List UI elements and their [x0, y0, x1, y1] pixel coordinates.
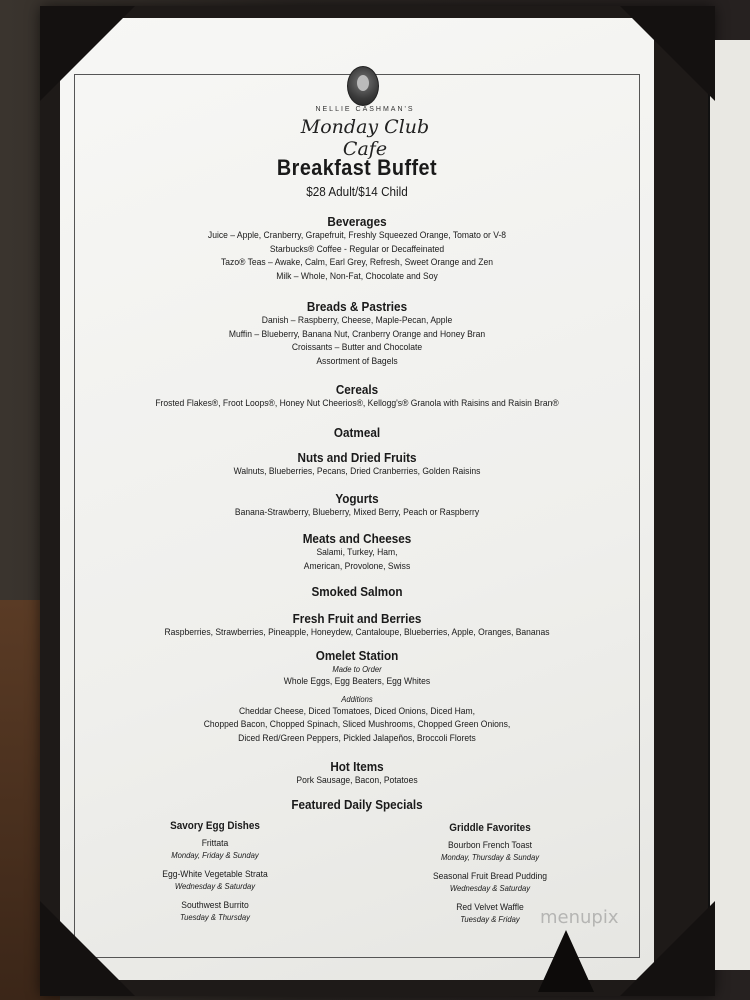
menu-section: [60, 611, 654, 640]
section-heading: Smoked Salmon: [311, 584, 403, 599]
omelet-section: [60, 648, 654, 745]
binder-corner: [40, 6, 135, 101]
section-line: Croissants – Butter and Chocolate: [291, 342, 423, 353]
section-line: Walnuts, Blueberries, Pecans, Dried Cranberries, Golden Raisins: [233, 466, 481, 477]
special-days: Tuesday & Thursday: [179, 912, 251, 922]
section-line: Danish – Raspberry, Cheese, Maple-Pecan, Apple: [261, 315, 453, 326]
section-line: Frosted Flakes®, Froot Loops®, Honey Nut Cheerios®, Kellogg's® Granola with Raisins and Raisin Bran®: [155, 398, 559, 409]
menu-section: [60, 531, 654, 573]
section-heading: Yogurts: [335, 491, 379, 506]
specials-section: [60, 797, 654, 812]
additions-line: Chopped Bacon, Chopped Spinach, Sliced Mushrooms, Chopped Green Onions,: [203, 719, 511, 730]
section-line: Raspberries, Strawberries, Pineapple, Honeydew, Cantaloupe, Blueberries, Apple, Oranges, Bananas: [164, 627, 550, 638]
section-line: Assortment of Bagels: [316, 355, 398, 367]
section-heading: Oatmeal: [333, 425, 381, 440]
special-name: Egg-White Vegetable Strata: [162, 869, 268, 880]
section-line: Juice – Apple, Cranberry, Grapefruit, Freshly Squeezed Orange, Tomato or V-8: [207, 230, 507, 241]
logo-script: Monday Club Cafe: [300, 116, 430, 160]
logo-subline: NELLIE CASHMAN'S: [315, 106, 415, 113]
menu-section: [60, 584, 654, 599]
section-heading: Cereals: [335, 382, 379, 397]
special-name: Bourbon French Toast: [448, 840, 532, 851]
additions-line: Diced Red/Green Peppers, Pickled Jalapeños, Broccoli Florets: [238, 732, 476, 744]
section-line: Pork Sausage, Bacon, Potatoes: [296, 775, 418, 786]
special-days: Monday, Thursday & Sunday: [440, 852, 540, 862]
special-days: Tuesday & Friday: [460, 914, 520, 924]
section-line: Banana-Strawberry, Blueberry, Mixed Berry, Peach or Raspberry: [234, 507, 480, 518]
column-heading: Savory Egg Dishes: [170, 820, 260, 832]
special-days: Monday, Friday & Sunday: [171, 850, 259, 860]
additions-line: Cheddar Cheese, Diced Tomatoes, Diced Onions, Diced Ham,: [238, 705, 476, 717]
menu-stand: [538, 930, 594, 992]
portrait-icon: [347, 66, 379, 106]
section-heading: Fresh Fruit and Berries: [292, 611, 422, 626]
section-heading: Omelet Station: [315, 648, 399, 663]
menu-section: [60, 491, 654, 520]
special-name: Seasonal Fruit Bread Pudding: [432, 871, 548, 882]
section-heading: Hot Items: [330, 759, 384, 774]
section-line: Tazo® Teas – Awake, Calm, Earl Grey, Refresh, Sweet Orange and Zen: [221, 257, 493, 268]
section-heading: Breads & Pastries: [306, 299, 408, 314]
section-line: Starbucks® Coffee - Regular or Decaffeinated: [269, 243, 445, 255]
section-heading: Nuts and Dried Fruits: [297, 450, 417, 465]
special-days: Wednesday & Saturday: [174, 881, 256, 891]
menu-title: Breakfast Buffet: [276, 155, 438, 180]
binder-corner: [620, 6, 715, 101]
made-to-order: Made to Order: [332, 664, 382, 674]
hot-items-section: [60, 759, 654, 788]
section-line: Muffin – Blueberry, Banana Nut, Cranberry Orange and Honey Bran: [228, 328, 486, 340]
special-name: Frittata: [201, 838, 229, 849]
section-heading: Featured Daily Specials: [291, 797, 423, 812]
menu-section: [60, 425, 654, 440]
omelet-eggs: Whole Eggs, Egg Beaters, Egg Whites: [283, 676, 431, 687]
menu-page: [60, 18, 654, 980]
cafe-logo: [280, 66, 450, 160]
additions-label: Additions: [341, 693, 373, 704]
section-heading: Beverages: [327, 214, 387, 229]
section-line: Salami, Turkey, Ham,: [316, 547, 398, 558]
next-page-edge: [708, 40, 750, 970]
special-days: Wednesday & Saturday: [449, 883, 531, 893]
menu-section: [60, 214, 654, 283]
menu-section: [60, 382, 654, 411]
special-name: Southwest Burrito: [181, 900, 249, 911]
binder-corner: [40, 901, 135, 996]
watermark: menupix: [540, 907, 619, 928]
binder-corner: [620, 901, 715, 996]
menu-price: $28 Adult/$14 Child: [306, 184, 408, 199]
section-heading: Meats and Cheeses: [302, 531, 412, 546]
special-name: Red Velvet Waffle: [456, 902, 524, 913]
column-heading: Griddle Favorites: [449, 822, 531, 834]
section-line: Milk – Whole, Non-Fat, Chocolate and Soy: [276, 270, 438, 282]
section-line: American, Provolone, Swiss: [303, 560, 411, 572]
menu-section: [60, 299, 654, 368]
menu-section: [60, 450, 654, 479]
savory-egg-column: [125, 820, 305, 931]
